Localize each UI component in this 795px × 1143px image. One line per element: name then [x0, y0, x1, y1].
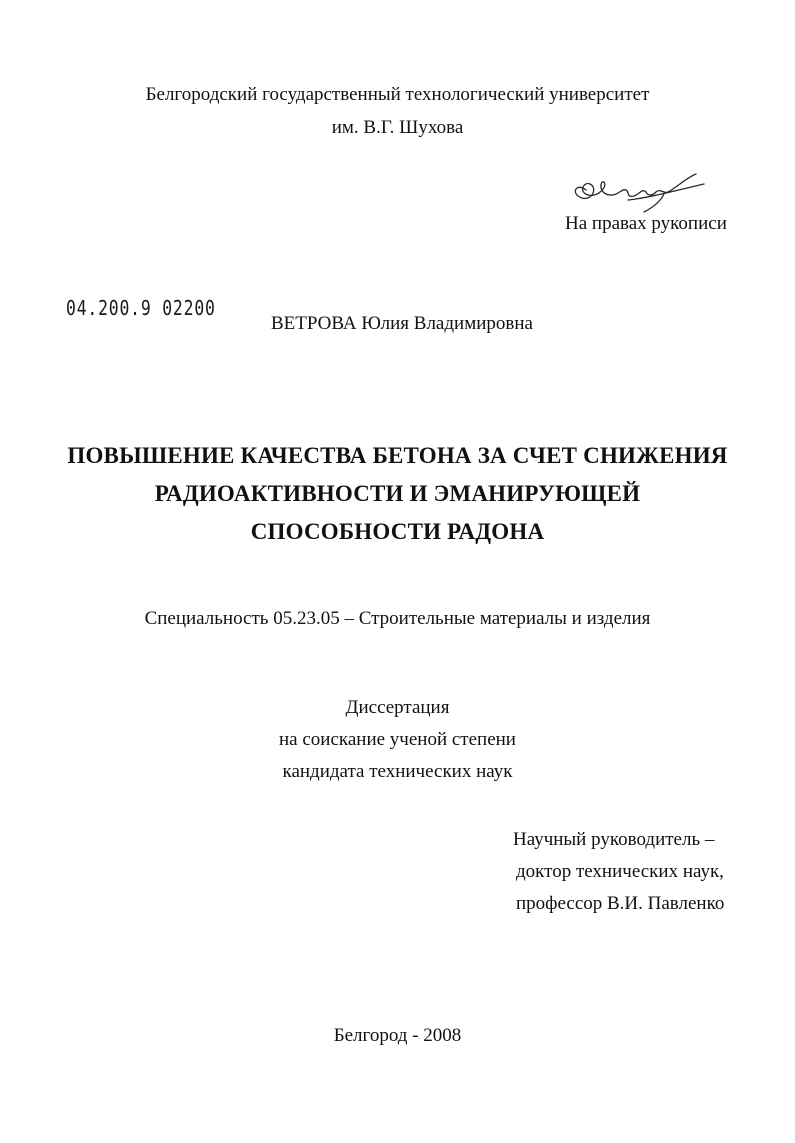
university-named-after: им. В.Г. Шухова: [331, 117, 464, 138]
registration-stamp-number: 04.200.9 02200: [66, 296, 216, 320]
title-line-3: СПОСОБНОСТИ РАДОНА: [250, 519, 545, 544]
author-name: ВЕТРОВА Юлия Владимировна: [271, 313, 533, 334]
degree-line-1: Диссертация: [345, 697, 450, 718]
handwritten-signature: [568, 168, 708, 218]
degree-line-3: кандидата технических наук: [282, 761, 513, 782]
supervisor-line-1: Научный руководитель –: [513, 829, 715, 850]
manuscript-rights-note: На правах рукописи: [565, 213, 727, 234]
title-line-2: РАДИОАКТИВНОСТИ И ЭМАНИРУЮЩЕЙ: [154, 481, 641, 506]
specialty: Специальность 05.23.05 – Строительные материалы и изделия: [144, 608, 651, 629]
supervisor-line-2: доктор технических наук,: [516, 861, 724, 882]
supervisor-line-3: профессор В.И. Павленко: [516, 893, 725, 914]
city-year: Белгород - 2008: [333, 1025, 462, 1046]
title-line-1: ПОВЫШЕНИЕ КАЧЕСТВА БЕТОНА ЗА СЧЕТ СНИЖЕНИЯ: [67, 443, 728, 468]
degree-line-2: на соискание ученой степени: [279, 729, 516, 750]
university-name: Белгородский государственный технологический университет: [145, 84, 650, 105]
